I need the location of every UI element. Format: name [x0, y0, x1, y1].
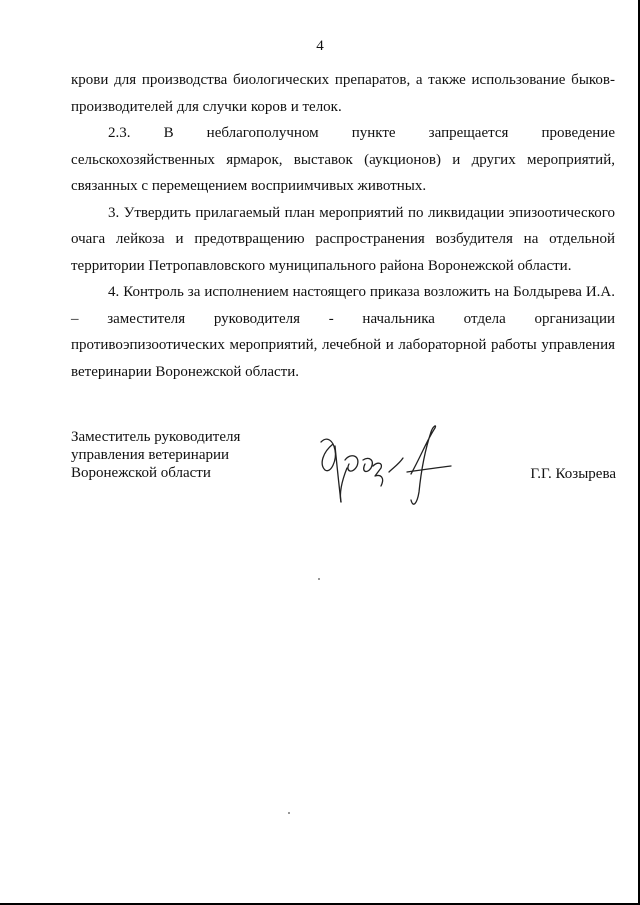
paragraph-4: 4. Контроль за исполнением настоящего приказа возложить на Болдырева И.А. – заместителя руководителя - начальника отдела организации противоэпизоотических мероприятий, лечебной и лабораторной работы управления ветеринарии Воронежской области. [71, 284, 615, 380]
scan-speck [318, 578, 320, 580]
page-number: 4 [316, 38, 324, 54]
signer-title-line: управления ветеринарии [71, 447, 230, 463]
signer-name: Г.Г. Козырева [530, 466, 616, 482]
signer-title-line: Воронежской области [71, 465, 211, 481]
signer-title [71, 428, 240, 482]
paragraph-continuation: крови для производства биологических препаратов, а также использование быков-производителей для случки коров и телок. [71, 72, 615, 115]
signature-block [71, 428, 616, 528]
paragraph-3: 3. Утвердить прилагаемый план мероприятий по ликвидации эпизоотического очага лейкоза и предотвращению распространения возбудителя на отдельной территории Петропавловского муниципального района Воронежской области. [71, 204, 615, 274]
document-body [71, 67, 615, 385]
scan-speck [288, 812, 290, 814]
handwritten-signature [311, 416, 461, 516]
signer-title-line: Заместитель руководителя [71, 429, 241, 445]
paragraph-2-3: 2.3. В неблагополучном пункте запрещается проведение сельскохозяйственных ярмарок, выставок (аукционов) и других мероприятий, связанных с перемещением восприимчивых животных. [71, 125, 615, 194]
